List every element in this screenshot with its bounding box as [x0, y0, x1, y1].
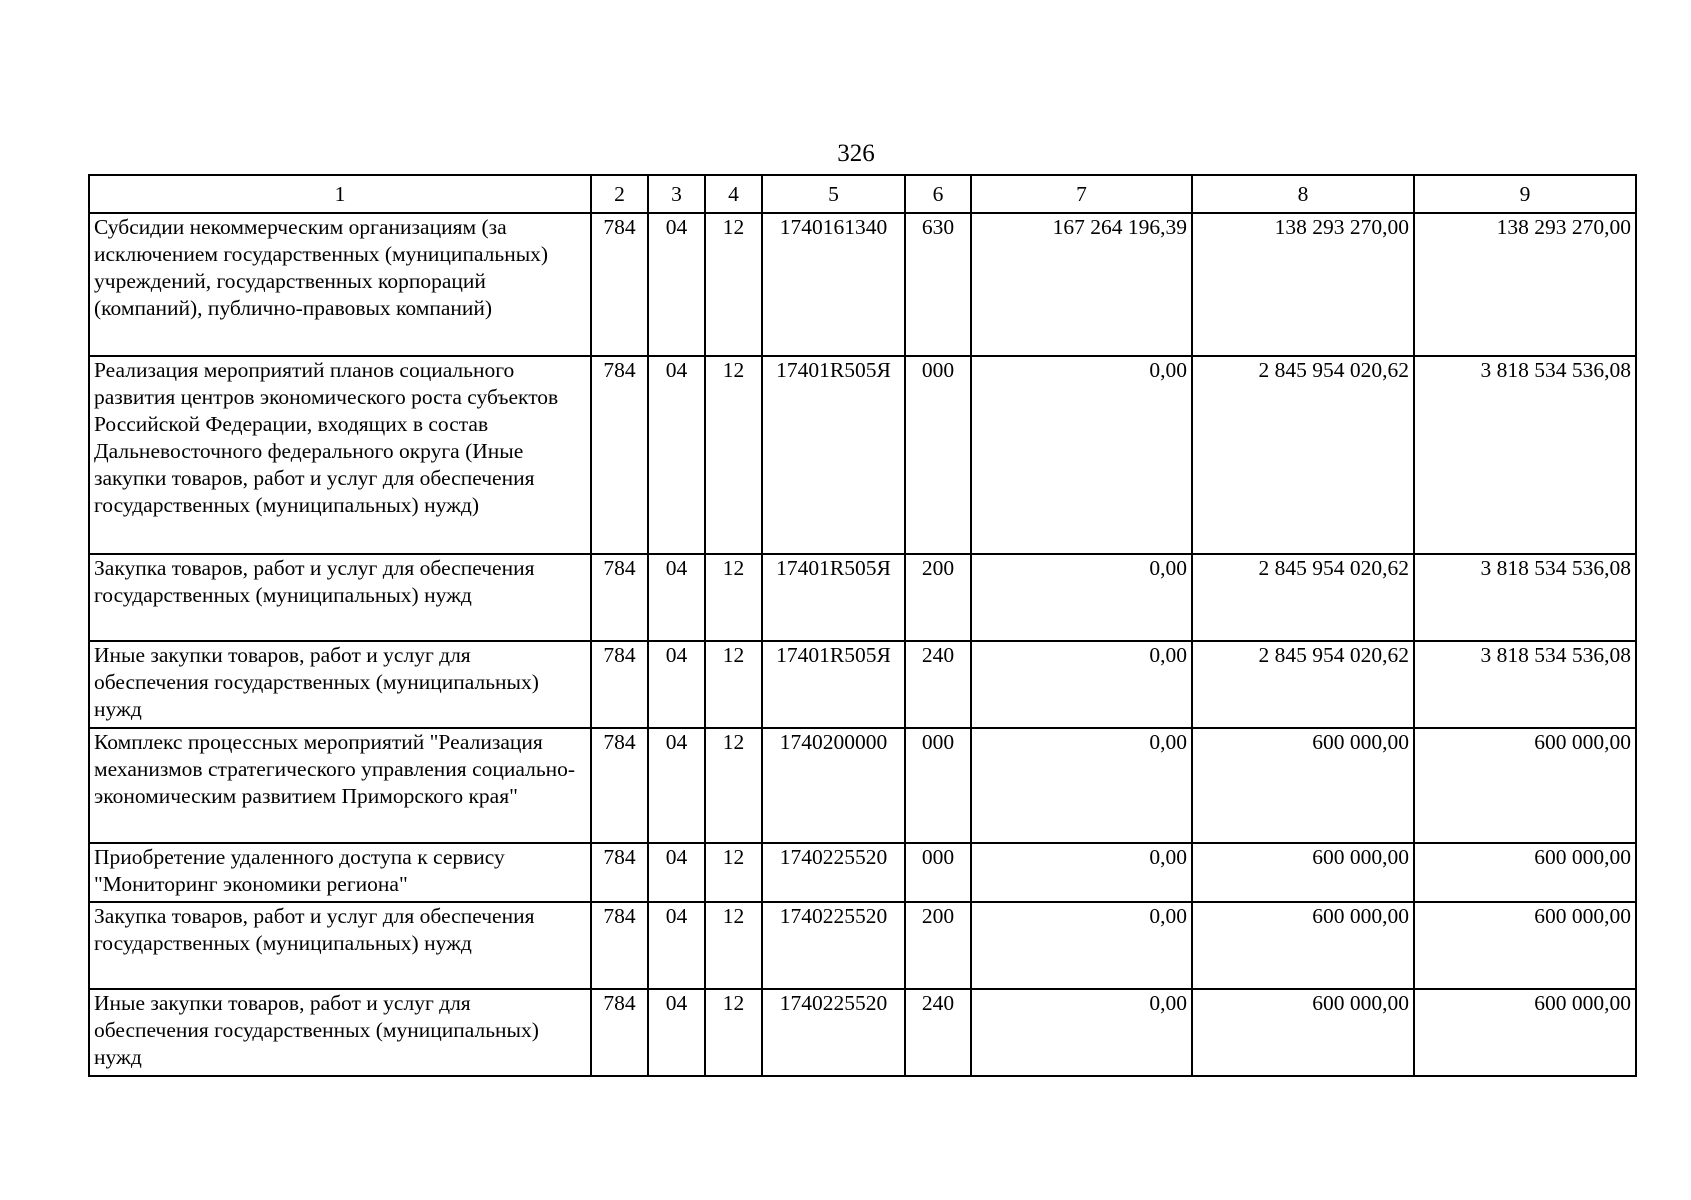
amount-col8: 600 000,00 [1192, 843, 1414, 902]
amount-col7: 0,00 [971, 641, 1192, 728]
amount-col7: 167 264 196,39 [971, 213, 1192, 356]
target-article-code: 17401R505Я [762, 554, 905, 641]
amount-col9: 3 818 534 536,08 [1414, 356, 1636, 554]
expense-type-code: 630 [905, 213, 971, 356]
item-name: Комплекс процессных мероприятий "Реализация механизмов стратегического управления социально-экономическим развитием Приморского края" [89, 728, 591, 843]
target-article-code: 1740225520 [762, 902, 905, 989]
item-name: Реализация мероприятий планов социального развития центров экономического роста субъектов Российской Федерации, входящих в состав Дальневосточного федерального округа (Иные закупки товаров, работ и услуг для обеспечения государственных (муниципальных) нужд) [89, 356, 591, 554]
section-code: 04 [648, 554, 705, 641]
header-row [89, 175, 1636, 213]
amount-col8: 600 000,00 [1192, 989, 1414, 1076]
column-header: 5 [762, 175, 905, 213]
expense-type-code: 240 [905, 989, 971, 1076]
amount-col8: 138 293 270,00 [1192, 213, 1414, 356]
expense-type-code: 200 [905, 902, 971, 989]
ministry-code: 784 [591, 554, 648, 641]
item-name: Закупка товаров, работ и услуг для обеспечения государственных (муниципальных) нужд [89, 902, 591, 989]
ministry-code: 784 [591, 902, 648, 989]
amount-col7: 0,00 [971, 902, 1192, 989]
section-code: 04 [648, 356, 705, 554]
table-row [89, 641, 1636, 728]
amount-col9: 600 000,00 [1414, 728, 1636, 843]
section-code: 04 [648, 843, 705, 902]
ministry-code: 784 [591, 728, 648, 843]
subsection-code: 12 [705, 902, 762, 989]
table-row [89, 989, 1636, 1076]
amount-col9: 600 000,00 [1414, 989, 1636, 1076]
column-header: 7 [971, 175, 1192, 213]
column-header: 9 [1414, 175, 1636, 213]
target-article-code: 1740225520 [762, 843, 905, 902]
expense-type-code: 000 [905, 356, 971, 554]
table-row [89, 843, 1636, 902]
amount-col9: 600 000,00 [1414, 843, 1636, 902]
subsection-code: 12 [705, 554, 762, 641]
amount-col8: 600 000,00 [1192, 728, 1414, 843]
section-code: 04 [648, 902, 705, 989]
target-article-code: 1740161340 [762, 213, 905, 356]
table-row [89, 356, 1636, 554]
amount-col7: 0,00 [971, 554, 1192, 641]
ministry-code: 784 [591, 356, 648, 554]
item-name: Иные закупки товаров, работ и услуг для обеспечения государственных (муниципальных) нужд [89, 641, 591, 728]
section-code: 04 [648, 641, 705, 728]
column-header: 6 [905, 175, 971, 213]
amount-col8: 2 845 954 020,62 [1192, 554, 1414, 641]
page-number: 326 [837, 140, 875, 167]
amount-col7: 0,00 [971, 356, 1192, 554]
subsection-code: 12 [705, 989, 762, 1076]
subsection-code: 12 [705, 213, 762, 356]
column-header: 8 [1192, 175, 1414, 213]
item-name: Субсидии некоммерческим организациям (за исключением государственных (муниципальных) учреждений, государственных корпораций (компаний), публично-правовых компаний) [89, 213, 591, 356]
amount-col8: 2 845 954 020,62 [1192, 356, 1414, 554]
target-article-code: 1740225520 [762, 989, 905, 1076]
subsection-code: 12 [705, 356, 762, 554]
expense-type-code: 000 [905, 728, 971, 843]
table-row [89, 554, 1636, 641]
amount-col7: 0,00 [971, 989, 1192, 1076]
amount-col7: 0,00 [971, 728, 1192, 843]
target-article-code: 17401R505Я [762, 356, 905, 554]
item-name: Закупка товаров, работ и услуг для обеспечения государственных (муниципальных) нужд [89, 554, 591, 641]
target-article-code: 17401R505Я [762, 641, 905, 728]
expense-type-code: 000 [905, 843, 971, 902]
column-header: 4 [705, 175, 762, 213]
amount-col9: 600 000,00 [1414, 902, 1636, 989]
amount-col9: 3 818 534 536,08 [1414, 554, 1636, 641]
amount-col9: 3 818 534 536,08 [1414, 641, 1636, 728]
target-article-code: 1740200000 [762, 728, 905, 843]
section-code: 04 [648, 989, 705, 1076]
ministry-code: 784 [591, 213, 648, 356]
table-row [89, 213, 1636, 356]
section-code: 04 [648, 213, 705, 356]
ministry-code: 784 [591, 989, 648, 1076]
amount-col9: 138 293 270,00 [1414, 213, 1636, 356]
item-name: Приобретение удаленного доступа к сервису "Мониторинг экономики региона" [89, 843, 591, 902]
column-header: 3 [648, 175, 705, 213]
subsection-code: 12 [705, 843, 762, 902]
budget-table [88, 174, 1637, 1077]
subsection-code: 12 [705, 728, 762, 843]
table-row [89, 728, 1636, 843]
expense-type-code: 240 [905, 641, 971, 728]
item-name: Иные закупки товаров, работ и услуг для обеспечения государственных (муниципальных) нужд [89, 989, 591, 1076]
amount-col8: 600 000,00 [1192, 902, 1414, 989]
expense-type-code: 200 [905, 554, 971, 641]
section-code: 04 [648, 728, 705, 843]
subsection-code: 12 [705, 641, 762, 728]
column-header: 1 [89, 175, 591, 213]
column-header: 2 [591, 175, 648, 213]
ministry-code: 784 [591, 843, 648, 902]
ministry-code: 784 [591, 641, 648, 728]
amount-col7: 0,00 [971, 843, 1192, 902]
amount-col8: 2 845 954 020,62 [1192, 641, 1414, 728]
table-row [89, 902, 1636, 989]
